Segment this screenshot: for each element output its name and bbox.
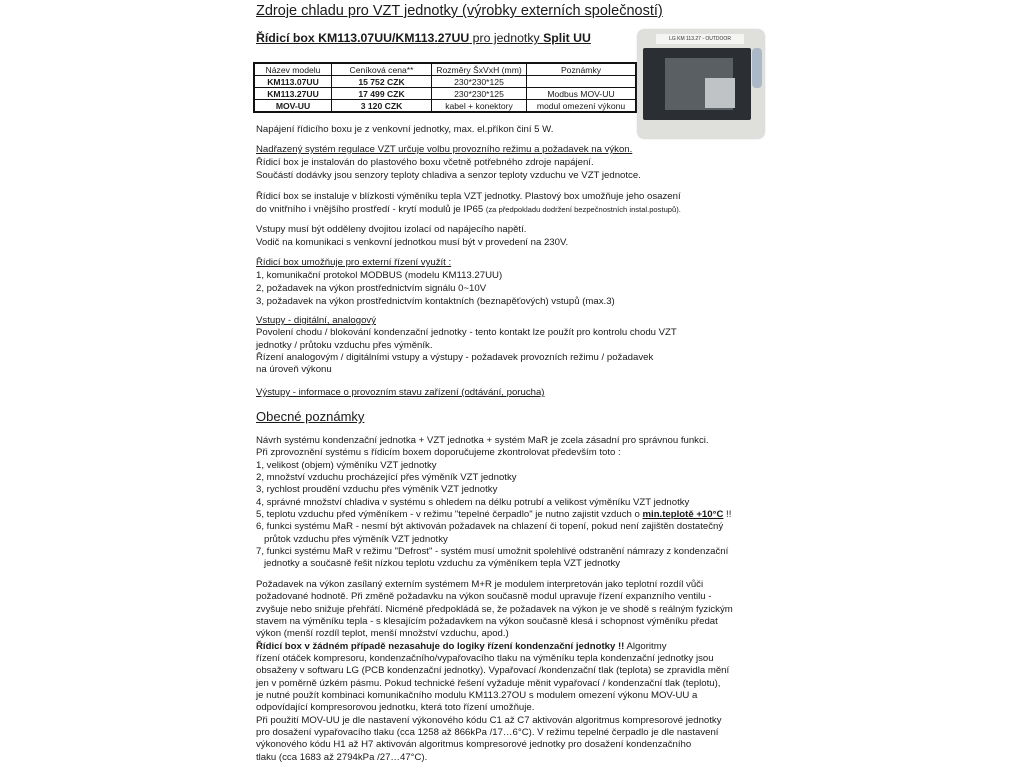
text-line xyxy=(256,534,731,546)
table-header-row xyxy=(254,63,636,76)
text-line xyxy=(256,256,615,269)
cell-notes xyxy=(527,76,637,88)
text-line: Řídicí box je instalován do plastového boxu včetně potřebného zdroje napájení. xyxy=(256,157,594,168)
text-segment: Řídicí box umožňuje pro externí řízení využít : xyxy=(256,257,452,268)
section-subtitle xyxy=(256,31,591,45)
text-line: jen v poměrně úzkém pásmu. Pokud technické řešení vyžaduje měnit vypařovací / kondenzační tlak (teplotu), xyxy=(256,677,721,689)
subtitle-unit: Split UU xyxy=(543,31,591,45)
text-line xyxy=(256,203,681,216)
text-line: 3, rychlost proudění vzduchu přes výměník VZT jednotky xyxy=(256,484,498,496)
document-title: Zdroje chladu pro VZT jednotky (výrobky externích společností) xyxy=(256,3,663,19)
cell-price: 17 499 CZK xyxy=(332,88,432,100)
text-line: 4, správné množství chladiva v systému s ohledem na délku potrubí a velikost výměníku VZT jednotky xyxy=(256,496,690,508)
emphasized-text: min.teplotě +10°C xyxy=(642,509,724,521)
text-line: výkonového kódu H1 až H7 aktivován algoritmus kompresorové jednotky pro dosažení kondenzačního xyxy=(256,739,692,751)
cell-model: KM113.27UU xyxy=(254,88,332,100)
text-line: řízení otáček kompresoru, kondenzačního/vypařovacího tlaku na výměníku tepla kondenzační jednotky jsou xyxy=(256,653,714,665)
text-line: Povolení chodu / blokování kondenzační jednotky - tento kontakt lze použít pro kontrolu chodu VZT xyxy=(256,327,677,339)
text-segment: Výstupy - informace o provozním stavu zařízení (odtávání, porucha) xyxy=(256,387,545,398)
text-segment: do vnitřního i vnějšího prostředí - krytí modulů je IP65 xyxy=(256,204,486,215)
text-segment: průtok vzduchu přes výměník VZT jednotky xyxy=(264,533,448,545)
emphasized-text: (za předpokladu dodržení bezpečnostních instal.postupů). xyxy=(485,205,681,214)
text-line: výkon (menší rozdíl teplot, menší množství vzduchu, apod.) xyxy=(256,628,509,640)
text-line: jednotky / průtoku vzduchu přes výměník. xyxy=(256,339,433,351)
header-price: Ceníková cena** xyxy=(332,63,432,76)
text-line: Řídicí box se instaluje v blízkosti výměníku tepla VZT jednotky. Plastový box umožňuje jeho osazení xyxy=(256,191,681,202)
text-line: Vstupy musí být odděleny dvojitou izolací od napájecího napětí. xyxy=(256,224,527,235)
table-row xyxy=(254,88,636,100)
text-line: obsaženy v softwaru LG (PCB kondenzační jednotky). Vypařovací /kondenzační tlak (teplota) se zpravidla mění xyxy=(256,665,730,677)
text-line: Při použití MOV-UU je dle nastavení výkonového kódu C1 až C7 aktivován algoritmus kompresorové jednotky xyxy=(256,714,722,726)
photo-label: LG KM 113.27 - OUTDOOR xyxy=(656,34,744,44)
text-segment: Vstupy - digitální, analogový xyxy=(256,315,376,326)
text-line: na úroveň výkonu xyxy=(256,364,332,376)
text-segment: Algoritmy xyxy=(624,640,667,652)
text-line xyxy=(256,558,731,570)
text-line: 1, velikost (objem) výměníku VZT jednotky xyxy=(256,459,437,471)
text-line: Vodič na komunikaci s venkovní jednotkou musí být v provedení na 230V. xyxy=(256,237,569,248)
text-line: Návrh systému kondenzační jednotka + VZT jednotka + systém MaR je zcela zásadní pro správnou funkci. xyxy=(256,435,709,446)
text-segment: Nadřazený systém regulace VZT určuje volbu provozního režimu a požadavek na výkon. xyxy=(256,144,633,155)
photo-latch xyxy=(752,48,762,88)
text-line: stavem na výměníku tepla - s klesajícím požadavkem na výkon současně klesá i schopnost výměníku předat xyxy=(256,616,718,628)
paragraph-regulation xyxy=(256,143,641,182)
subtitle-text: pro jednotky xyxy=(469,31,544,45)
text-line: Řízení analogovým / digitálními vstupy a výstupy - požadavek provozních režimu / požadavek xyxy=(256,352,654,364)
text-line: 1, komunikační protokol MODBUS (modelu KM113.27UU) xyxy=(256,270,503,281)
control-box-photo xyxy=(638,30,764,138)
subtitle-model: Řídicí box KM113.07UU/KM113.27UU xyxy=(256,31,470,45)
paragraph-checklist xyxy=(256,435,731,571)
photo-device xyxy=(705,78,735,108)
text-line: požadované hodnotě. Při změně požadavku na výkon současně modul upravuje řízení expanzního ventilu - xyxy=(256,591,712,603)
text-segment: 5, teplotu vzduchu před výměníkem - v režimu "tepelné čerpadlo" je nutno zajistit vzduch o xyxy=(256,509,643,521)
text-line: Součástí dodávky jsou senzory teploty chladiva a senzor teploty vzduchu ve VZT jednotce. xyxy=(256,170,641,181)
text-line xyxy=(256,315,677,327)
paragraph-inputs-isolation xyxy=(256,223,568,249)
text-line: odpovídající kompresorovou jednotku, která toto řízení umožňuje. xyxy=(256,702,535,714)
text-line xyxy=(256,641,733,653)
text-line: 2, množství vzduchu procházející přes výměník VZT jednotky xyxy=(256,472,517,484)
text-line: 7, funkci systému MaR v režimu "Defrost" - systém musí umožnit spolehlivé odstranění námrazy z kondenzační xyxy=(256,546,729,558)
emphasized-text: Řídicí box v žádném případě nezasahuje do logiky řízení kondenzační jednotky !! xyxy=(256,640,625,652)
paragraph-performance xyxy=(256,579,733,764)
cell-notes: modul omezení výkonu xyxy=(527,100,637,113)
cell-dimensions: 230*230*125 xyxy=(432,76,527,88)
general-notes-heading: Obecné poznámky xyxy=(256,409,365,424)
cell-price: 3 120 CZK xyxy=(332,100,432,113)
header-dimensions: Rozměry ŠxVxH (mm) xyxy=(432,63,527,76)
text-line: 6, funkci systému MaR - nesmí být aktivován požadavek na chlazení či topení, pokud není zajištěn dostatečný xyxy=(256,521,724,533)
text-line: pro dosažení vypařovacího tlaku (cca 1258 až 866kPa /17…6°C). V režimu tepelné čerpadlo je dle nastavení xyxy=(256,727,719,739)
paragraph-installation xyxy=(256,190,681,216)
text-line xyxy=(256,143,641,156)
cell-price: 15 752 CZK xyxy=(332,76,432,88)
text-segment: !! xyxy=(723,509,732,521)
cell-dimensions: kabel + konektory xyxy=(432,100,527,113)
text-line xyxy=(256,509,731,521)
photo-din-rail xyxy=(665,58,733,110)
text-segment: jednotky a současně řešit nízkou teplotu vzduchu za výměníkem tepla VZT jednotky xyxy=(264,558,621,570)
paragraph-outputs xyxy=(256,386,544,399)
cell-model: KM113.07UU xyxy=(254,76,332,88)
photo-panel xyxy=(643,48,751,120)
text-line: Požadavek na výkon zasílaný externím systémem M+R je modulem interpretován jako teplotní rozdíl vůči xyxy=(256,579,704,590)
header-notes: Poznámky xyxy=(527,63,637,76)
paragraph-external-control xyxy=(256,256,615,308)
text-line: 3, požadavek na výkon prostřednictvím kontaktních (beznapěťových) vstupů (max.3) xyxy=(256,296,615,307)
text-line: zvyšuje nebo snižuje přehřátí. Nicméně předpokládá se, že požadavek na výkon je ve shodě s reálným fyzickým xyxy=(256,603,733,615)
text-line: Při zprovoznění systému s řídicím boxem doporučujeme zkontrolovat především toto : xyxy=(256,447,621,459)
text-line: 2, požadavek na výkon prostřednictvím signálu 0~10V xyxy=(256,283,487,294)
table-row xyxy=(254,76,636,88)
header-model: Název modelu xyxy=(254,63,332,76)
table-row xyxy=(254,100,636,113)
text-line xyxy=(256,386,544,399)
paragraph-inputs xyxy=(256,315,677,377)
text-line: tlaku (cca 1683 až 2794kPa /27…47°C). xyxy=(256,751,428,763)
price-table xyxy=(253,62,637,113)
text-line: je nutné použít kombinaci komunikačního modulu KM113.27OU s modulem omezení výkonu MOV-UU a xyxy=(256,690,698,702)
cell-notes: Modbus MOV-UU xyxy=(527,88,637,100)
cell-dimensions: 230*230*125 xyxy=(432,88,527,100)
text-line: Napájení řídicího boxu je z venkovní jednotky, max. el.příkon činí 5 W. xyxy=(256,124,554,135)
paragraph-power xyxy=(256,123,553,136)
cell-model: MOV-UU xyxy=(254,100,332,113)
